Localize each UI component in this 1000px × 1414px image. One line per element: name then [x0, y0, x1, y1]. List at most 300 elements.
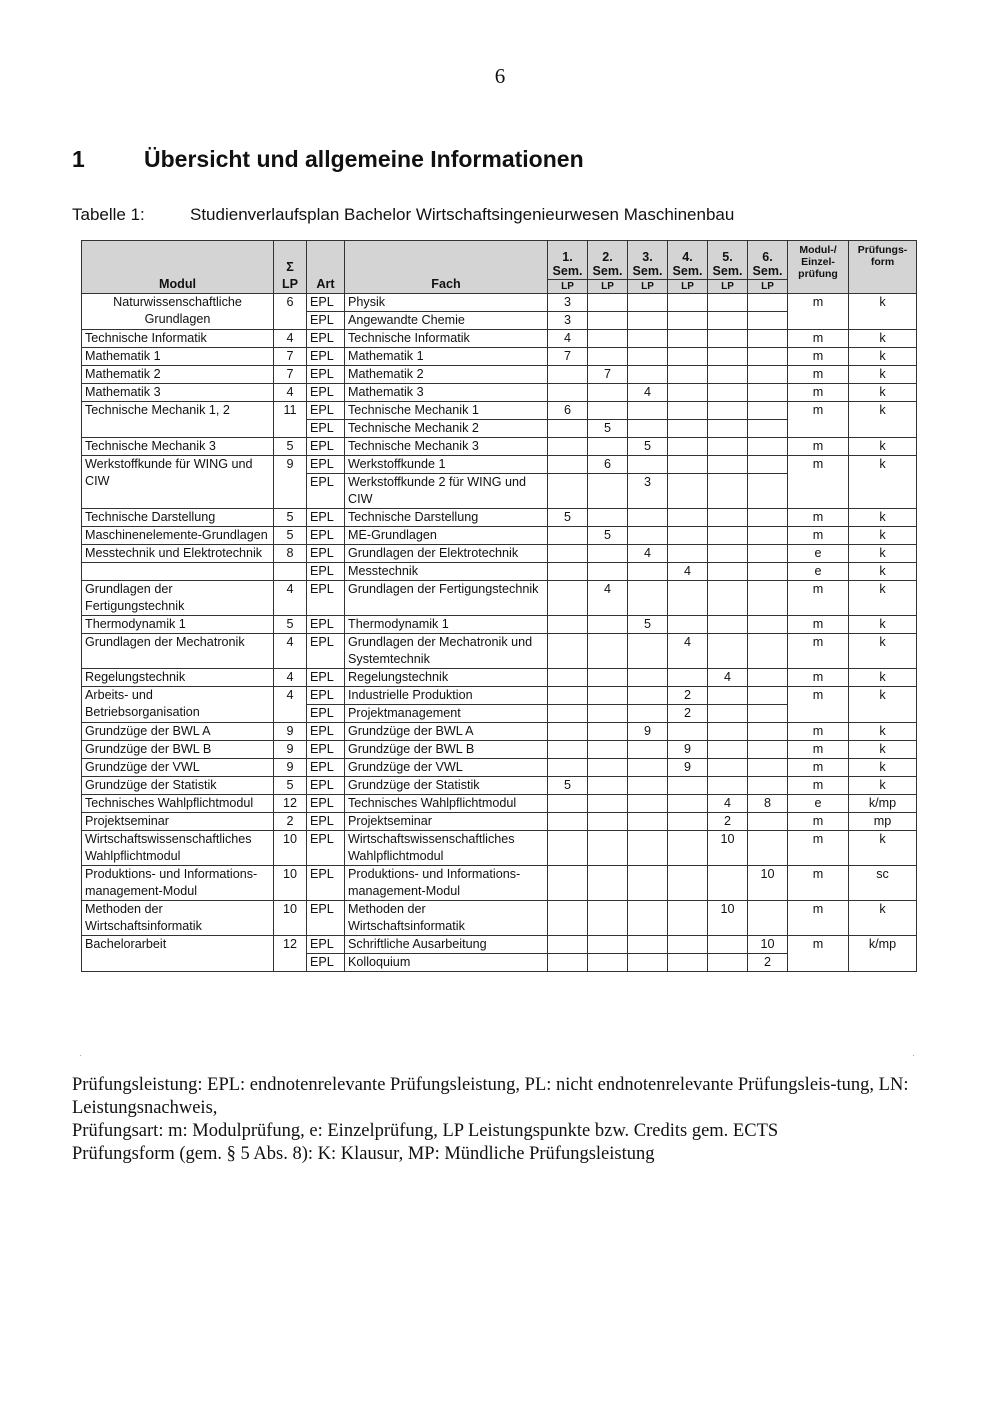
cell-sem-6: [748, 366, 788, 384]
cell-sem-5: [708, 456, 748, 474]
cell-lp: 5: [274, 438, 307, 456]
cell-lp: 4: [274, 634, 307, 669]
cell-fach: Kolloquium: [345, 954, 548, 972]
sem-label: 5. Sem.: [712, 250, 743, 278]
cell-sem-6: [748, 813, 788, 831]
table-row: [82, 813, 917, 831]
cell-modul: Messtechnik und Elektrotechnik: [82, 545, 274, 563]
cell-lp: 4: [274, 330, 307, 348]
cell-sem-1: [548, 795, 588, 813]
table-caption: [72, 205, 734, 225]
cell-fach: Technische Mechanik 2: [345, 420, 548, 438]
cell-sem-6: [748, 438, 788, 456]
cell-fach: Grundzüge der BWL B: [345, 741, 548, 759]
table-row: [82, 831, 917, 866]
cell-sem-3: 5: [628, 616, 668, 634]
cell-sem-2: [588, 330, 628, 348]
cell-art: EPL: [307, 723, 345, 741]
cell-sem-2: 4: [588, 581, 628, 616]
cell-sem-1: [548, 616, 588, 634]
cell-sem-4: [668, 456, 708, 474]
cell-modul: Wirtschaftswissenschaftliches Wahlpflichtmodul: [82, 831, 274, 866]
cell-art: EPL: [307, 813, 345, 831]
table-row: [82, 348, 917, 366]
header-lp-label: LP: [281, 277, 299, 291]
cell-sem-4: 2: [668, 705, 708, 723]
table-row: [82, 527, 917, 545]
cell-lp: 4: [274, 687, 307, 723]
table-row: [82, 384, 917, 402]
cell-art: EPL: [307, 456, 345, 474]
header-sem-6: [748, 241, 788, 294]
cell-sem-5: [708, 687, 748, 705]
cell-sem-1: [548, 366, 588, 384]
cell-modul: Naturwissenschaftliche Grundlagen: [82, 294, 274, 330]
cell-sem-5: [708, 563, 748, 581]
cell-lp: 4: [274, 581, 307, 616]
cell-fach: Mathematik 3: [345, 384, 548, 402]
cell-sem-3: [628, 348, 668, 366]
cell-sem-4: [668, 330, 708, 348]
cell-sem-3: [628, 705, 668, 723]
cell-lp: 5: [274, 777, 307, 795]
cell-pruefung: m: [788, 831, 849, 866]
table-row: [82, 936, 917, 954]
cell-sem-2: 5: [588, 527, 628, 545]
cell-lp: 12: [274, 936, 307, 972]
cell-modul: Technische Mechanik 1, 2: [82, 402, 274, 438]
legend-line-2: Prüfungsart: m: Modulprüfung, e: Einzelprüfung, LP Leistungspunkte bzw. Credits gem. ECTS: [72, 1121, 779, 1141]
header-pruefung: Modul-/ Einzel-prüfung: [788, 241, 849, 294]
sem-lp: LP: [588, 279, 627, 293]
cell-sem-5: [708, 545, 748, 563]
cell-sem-6: [748, 705, 788, 723]
cell-lp: 9: [274, 741, 307, 759]
cell-lp: 10: [274, 866, 307, 901]
cell-sem-4: [668, 581, 708, 616]
header-sigma: Σ: [286, 260, 294, 274]
cell-sem-5: [708, 420, 748, 438]
cell-modul: Werkstoffkunde für WING und CIW: [82, 456, 274, 509]
cell-sem-6: [748, 348, 788, 366]
cell-sem-2: [588, 723, 628, 741]
caption-label: Tabelle 1:: [72, 205, 145, 224]
cell-sem-1: [548, 384, 588, 402]
cell-modul: Grundlagen der Fertigungstechnik: [82, 581, 274, 616]
cell-art: EPL: [307, 634, 345, 669]
cell-modul: Regelungstechnik: [82, 669, 274, 687]
cell-fach: Schriftliche Ausarbeitung: [345, 936, 548, 954]
cell-fach: Grundzüge der BWL A: [345, 723, 548, 741]
cell-form: k: [849, 581, 917, 616]
cell-sem-5: [708, 294, 748, 312]
cell-art: EPL: [307, 581, 345, 616]
cell-lp: 9: [274, 723, 307, 741]
table-row: [82, 330, 917, 348]
table-row: [82, 294, 917, 312]
cell-pruefung: m: [788, 330, 849, 348]
cell-sem-3: [628, 420, 668, 438]
cell-sem-1: 5: [548, 777, 588, 795]
cell-fach: Mathematik 1: [345, 348, 548, 366]
cell-sem-1: [548, 669, 588, 687]
cell-sem-3: 5: [628, 438, 668, 456]
table-row: [82, 545, 917, 563]
cell-pruefung: m: [788, 402, 849, 438]
cell-sem-4: 4: [668, 634, 708, 669]
cell-sem-3: [628, 936, 668, 954]
cell-art: EPL: [307, 402, 345, 420]
table-row: [82, 581, 917, 616]
cell-sem-1: 3: [548, 294, 588, 312]
cell-form: k: [849, 456, 917, 509]
cell-sem-5: [708, 474, 748, 509]
cell-sem-5: [708, 384, 748, 402]
cell-sem-6: [748, 687, 788, 705]
cell-sem-2: [588, 759, 628, 777]
cell-pruefung: m: [788, 581, 849, 616]
cell-modul: Technische Darstellung: [82, 509, 274, 527]
cell-art: EPL: [307, 795, 345, 813]
cell-sem-1: [548, 954, 588, 972]
cell-sem-6: [748, 294, 788, 312]
cell-sem-1: [548, 866, 588, 901]
cell-pruefung: m: [788, 741, 849, 759]
cell-sem-6: 2: [748, 954, 788, 972]
cell-modul: [82, 563, 274, 581]
cell-sem-6: [748, 474, 788, 509]
cell-sem-5: [708, 759, 748, 777]
cell-lp: 7: [274, 348, 307, 366]
cell-sem-5: [708, 705, 748, 723]
cell-sem-5: [708, 366, 748, 384]
cell-art: EPL: [307, 954, 345, 972]
cell-lp: 4: [274, 384, 307, 402]
cell-fach: Physik: [345, 294, 548, 312]
cell-sem-5: 4: [708, 795, 748, 813]
cell-sem-5: [708, 954, 748, 972]
cell-sem-3: [628, 901, 668, 936]
cell-sem-3: [628, 954, 668, 972]
cell-lp: 5: [274, 527, 307, 545]
cell-art: EPL: [307, 384, 345, 402]
sem-label: 2. Sem.: [592, 250, 623, 278]
header-sem-2: [588, 241, 628, 294]
cell-art: EPL: [307, 687, 345, 705]
sem-label: 6. Sem.: [752, 250, 783, 278]
cell-sem-1: 5: [548, 509, 588, 527]
cell-sem-3: [628, 866, 668, 901]
cell-sem-6: [748, 312, 788, 330]
cell-sem-5: [708, 936, 748, 954]
cell-sem-6: 10: [748, 936, 788, 954]
cell-sem-1: 4: [548, 330, 588, 348]
cell-lp: 8: [274, 545, 307, 563]
cell-fach: Methoden der Wirtschaftsinformatik: [345, 901, 548, 936]
table-row: [82, 741, 917, 759]
cell-fach: Grundlagen der Elektrotechnik: [345, 545, 548, 563]
cell-modul: Bachelorarbeit: [82, 936, 274, 972]
cell-sem-2: [588, 795, 628, 813]
page-number: 6: [494, 64, 506, 88]
cell-sem-2: [588, 474, 628, 509]
cell-sem-4: [668, 294, 708, 312]
cell-form: mp: [849, 813, 917, 831]
cell-sem-4: [668, 795, 708, 813]
cell-modul: Mathematik 2: [82, 366, 274, 384]
cell-art: EPL: [307, 831, 345, 866]
cell-sem-4: [668, 474, 708, 509]
cell-fach: Werkstoffkunde 1: [345, 456, 548, 474]
cell-sem-1: [548, 420, 588, 438]
cell-art: EPL: [307, 420, 345, 438]
cell-sem-1: [548, 813, 588, 831]
cell-sem-4: [668, 402, 708, 420]
table-row: [82, 634, 917, 669]
cell-sem-6: 10: [748, 866, 788, 901]
cell-sem-5: [708, 509, 748, 527]
cell-form: k/mp: [849, 936, 917, 972]
legend-line-1: Prüfungsleistung: EPL: endnotenrelevante Prüfungsleistung, PL: nicht endnotenrelevante Prüfungsleis-tung, LN: Leistungsnachweis,: [72, 1075, 909, 1118]
cell-form: k: [849, 545, 917, 563]
cell-pruefung: m: [788, 866, 849, 901]
cell-sem-3: [628, 509, 668, 527]
cell-art: EPL: [307, 366, 345, 384]
cell-art: EPL: [307, 294, 345, 312]
table-row: [82, 723, 917, 741]
cell-sem-3: [628, 312, 668, 330]
cell-art: EPL: [307, 438, 345, 456]
section-title: Übersicht und allgemeine Informationen: [144, 146, 584, 172]
cell-sem-4: [668, 509, 708, 527]
cell-sem-5: 2: [708, 813, 748, 831]
cell-lp: 2: [274, 813, 307, 831]
cell-pruefung: m: [788, 509, 849, 527]
cell-sem-1: [548, 474, 588, 509]
table-row: [82, 866, 917, 901]
cell-lp: 6: [274, 294, 307, 330]
header-sem-5: [708, 241, 748, 294]
cell-form: k: [849, 366, 917, 384]
cell-sem-4: 9: [668, 759, 708, 777]
cell-lp: 9: [274, 456, 307, 509]
cell-sem-1: [548, 581, 588, 616]
cell-sem-1: [548, 545, 588, 563]
cell-sem-6: [748, 384, 788, 402]
cell-sem-2: [588, 687, 628, 705]
cell-sem-5: 10: [708, 901, 748, 936]
cell-sem-3: [628, 687, 668, 705]
cell-form: k: [849, 634, 917, 669]
cell-sem-4: [668, 901, 708, 936]
table-row: [82, 759, 917, 777]
cell-sem-6: [748, 509, 788, 527]
study-plan-table: [81, 240, 917, 972]
cell-sem-4: [668, 936, 708, 954]
cell-sem-2: [588, 954, 628, 972]
cell-form: k: [849, 527, 917, 545]
cell-art: EPL: [307, 509, 345, 527]
cell-art: EPL: [307, 474, 345, 509]
cell-form: k: [849, 616, 917, 634]
cell-sem-2: [588, 936, 628, 954]
sem-lp: LP: [628, 279, 667, 293]
cell-fach: Produktions- und Informations-management-Modul: [345, 866, 548, 901]
table-row: [82, 366, 917, 384]
table-row: [82, 509, 917, 527]
cell-sem-3: [628, 402, 668, 420]
legend: [72, 1074, 912, 1166]
cell-form: k: [849, 438, 917, 456]
table-row: [82, 438, 917, 456]
cell-modul: Mathematik 1: [82, 348, 274, 366]
cell-form: k: [849, 831, 917, 866]
cell-sem-2: [588, 813, 628, 831]
cell-sem-2: [588, 831, 628, 866]
cell-sem-3: [628, 563, 668, 581]
sem-label: 4. Sem.: [672, 250, 703, 278]
cell-sem-4: 2: [668, 687, 708, 705]
header-sem-1: [548, 241, 588, 294]
table-row: [82, 687, 917, 705]
cell-lp: 5: [274, 616, 307, 634]
cell-fach: ME-Grundlagen: [345, 527, 548, 545]
cell-sem-3: [628, 634, 668, 669]
cell-modul: Grundzüge der Statistik: [82, 777, 274, 795]
cell-fach: Messtechnik: [345, 563, 548, 581]
cell-sem-3: 9: [628, 723, 668, 741]
cell-art: EPL: [307, 563, 345, 581]
cell-art: EPL: [307, 669, 345, 687]
sem-lp: LP: [708, 279, 747, 293]
cell-sem-2: [588, 509, 628, 527]
cell-sem-2: [588, 348, 628, 366]
cell-sem-2: [588, 294, 628, 312]
cell-sem-4: [668, 527, 708, 545]
divider-dot: .: [80, 1052, 82, 1058]
cell-sem-3: [628, 777, 668, 795]
cell-modul: Arbeits- und Betriebsorganisation: [82, 687, 274, 723]
cell-sem-6: [748, 563, 788, 581]
cell-sem-6: [748, 581, 788, 616]
cell-pruefung: m: [788, 901, 849, 936]
cell-fach: Grundlagen der Fertigungstechnik: [345, 581, 548, 616]
cell-sem-3: [628, 330, 668, 348]
cell-modul: Technische Mechanik 3: [82, 438, 274, 456]
cell-sem-6: [748, 420, 788, 438]
cell-fach: Projektseminar: [345, 813, 548, 831]
cell-sem-2: 6: [588, 456, 628, 474]
cell-pruefung: m: [788, 527, 849, 545]
cell-sem-2: [588, 312, 628, 330]
cell-sem-2: [588, 634, 628, 669]
cell-fach: Technische Mechanik 1: [345, 402, 548, 420]
cell-sem-4: [668, 438, 708, 456]
cell-fach: Industrielle Produktion: [345, 687, 548, 705]
cell-fach: Werkstoffkunde 2 für WING und CIW: [345, 474, 548, 509]
cell-lp: 10: [274, 901, 307, 936]
cell-sem-1: [548, 723, 588, 741]
cell-pruefung: m: [788, 384, 849, 402]
cell-sem-6: [748, 616, 788, 634]
cell-modul: Projektseminar: [82, 813, 274, 831]
cell-pruefung: e: [788, 545, 849, 563]
cell-sem-5: [708, 527, 748, 545]
cell-sem-6: [748, 759, 788, 777]
table-row: [82, 777, 917, 795]
table-row: [82, 901, 917, 936]
cell-sem-3: [628, 527, 668, 545]
cell-sem-1: [548, 936, 588, 954]
cell-pruefung: m: [788, 687, 849, 723]
cell-sem-2: [588, 866, 628, 901]
cell-sem-4: [668, 545, 708, 563]
cell-pruefung: m: [788, 813, 849, 831]
cell-sem-4: [668, 366, 708, 384]
cell-art: EPL: [307, 312, 345, 330]
cell-form: sc: [849, 866, 917, 901]
cell-sem-1: 6: [548, 402, 588, 420]
cell-modul: Produktions- und Informations-management-Modul: [82, 866, 274, 901]
cell-sem-4: [668, 813, 708, 831]
cell-sem-6: [748, 741, 788, 759]
cell-pruefung: m: [788, 294, 849, 330]
cell-sem-4: [668, 669, 708, 687]
cell-sem-4: [668, 777, 708, 795]
cell-sem-6: [748, 456, 788, 474]
cell-art: EPL: [307, 330, 345, 348]
cell-pruefung: e: [788, 563, 849, 581]
cell-pruefung: m: [788, 669, 849, 687]
cell-modul: Grundzüge der BWL B: [82, 741, 274, 759]
table-row: [82, 795, 917, 813]
cell-sem-3: [628, 456, 668, 474]
header-lp: [274, 241, 307, 294]
cell-sem-4: [668, 420, 708, 438]
cell-art: EPL: [307, 545, 345, 563]
sem-lp: LP: [668, 279, 707, 293]
cell-art: EPL: [307, 936, 345, 954]
cell-sem-4: [668, 954, 708, 972]
table-row: [82, 456, 917, 474]
cell-pruefung: m: [788, 348, 849, 366]
cell-sem-5: [708, 330, 748, 348]
cell-sem-6: [748, 831, 788, 866]
cell-sem-2: [588, 901, 628, 936]
cell-modul: Grundzüge der VWL: [82, 759, 274, 777]
cell-form: k: [849, 509, 917, 527]
cell-pruefung: m: [788, 777, 849, 795]
cell-sem-5: [708, 616, 748, 634]
cell-sem-5: [708, 312, 748, 330]
cell-sem-6: [748, 402, 788, 420]
cell-lp: 4: [274, 669, 307, 687]
cell-art: EPL: [307, 705, 345, 723]
caption-text: Studienverlaufsplan Bachelor Wirtschaftsingenieurwesen Maschinenbau: [190, 205, 735, 224]
cell-fach: Angewandte Chemie: [345, 312, 548, 330]
cell-pruefung: m: [788, 723, 849, 741]
cell-sem-4: 4: [668, 563, 708, 581]
sem-label: 1. Sem.: [552, 250, 583, 278]
cell-sem-4: [668, 616, 708, 634]
cell-sem-5: [708, 634, 748, 669]
cell-form: k/mp: [849, 795, 917, 813]
cell-art: EPL: [307, 759, 345, 777]
cell-sem-1: [548, 527, 588, 545]
cell-sem-4: 9: [668, 741, 708, 759]
cell-art: EPL: [307, 866, 345, 901]
cell-pruefung: m: [788, 759, 849, 777]
